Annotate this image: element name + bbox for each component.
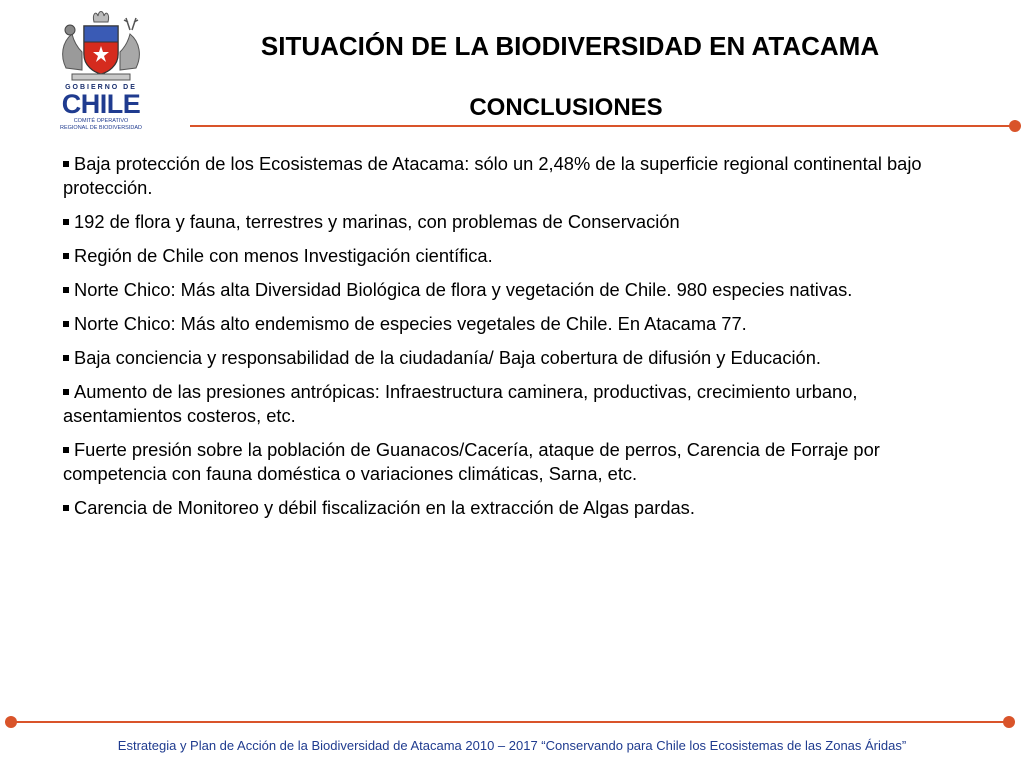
list-item: Fuerte presión sobre la población de Guanacos/Cacería, ataque de perros, Carencia de Forraje por competencia con fauna doméstica o variaciones climáticas, Sarna, etc. [63, 439, 880, 484]
logo-text-gobierno: GOBIERNO DE [65, 84, 137, 91]
square-bullet-icon [63, 355, 69, 361]
list-item: Carencia de Monitoreo y débil fiscalización en la extracción de Algas pardas. [63, 496, 943, 520]
square-bullet-icon [63, 389, 69, 395]
header-divider [190, 125, 1012, 127]
conclusions-list [63, 152, 943, 530]
square-bullet-icon [63, 253, 69, 259]
list-item: Región de Chile con menos Investigación científica. [63, 244, 943, 268]
square-bullet-icon [63, 219, 69, 225]
list-item: Norte Chico: Más alto endemismo de especies vegetales de Chile. En Atacama 77. [63, 312, 943, 336]
slide-subtitle: CONCLUSIONES [469, 94, 663, 121]
header-divider-dot [1009, 120, 1021, 132]
square-bullet-icon [63, 447, 69, 453]
slide-title: SITUACIÓN DE LA BIODIVERSIDAD EN ATACAMA [260, 31, 880, 61]
list-item: Norte Chico: Más alta Diversidad Biológica de flora y vegetación de Chile. 980 especies nativas. [63, 278, 943, 302]
logo-text-chile: CHILE [61, 89, 141, 119]
list-item: Aumento de las presiones antrópicas: Infraestructura caminera, productivas, crecimiento urbano, asentamientos costeros, etc. [63, 381, 858, 426]
square-bullet-icon [63, 287, 69, 293]
square-bullet-icon [63, 505, 69, 511]
chile-coat-of-arms-icon [52, 8, 150, 88]
logo-text-comite: COMITÉ OPERATIVO [73, 118, 129, 124]
list-item: Baja protección de los Ecosistemas de Atacama: sólo un 2,48% de la superficie regional continental bajo protección. [63, 153, 922, 198]
square-bullet-icon [63, 321, 69, 327]
square-bullet-icon [63, 161, 69, 167]
list-item: Baja conciencia y responsabilidad de la ciudadanía/ Baja cobertura de difusión y Educación. [63, 346, 943, 370]
footer-divider-dot-right [1003, 716, 1015, 728]
logo-text-regional: REGIONAL DE BIODIVERSIDAD [59, 125, 142, 131]
list-item: 192 de flora y fauna, terrestres y marinas, con problemas de Conservación [63, 210, 943, 234]
footer-text: Estrategia y Plan de Acción de la Biodiversidad de Atacama 2010 – 2017 “Conservando para Chile los Ecosistemas de las Zonas Áridas” [117, 738, 907, 753]
footer-divider [14, 721, 1010, 723]
